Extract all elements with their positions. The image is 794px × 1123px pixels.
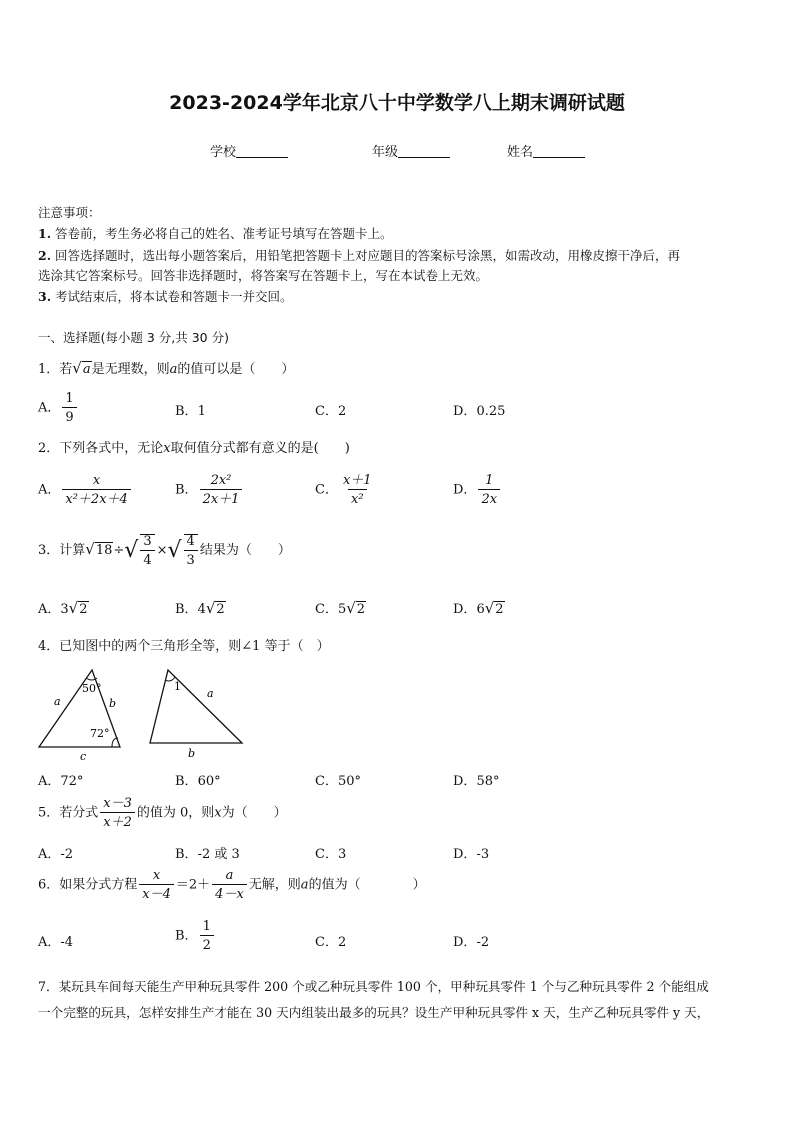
triangle-figures [32,668,252,764]
angle-1-label: 1 [174,680,181,693]
side-c-label: c [80,750,87,763]
q3-option-a[interactable]: A．3√2 [38,599,88,617]
q5-option-d[interactable]: D．-3 [453,847,490,862]
q4-option-a[interactable]: A．72° [38,774,84,789]
notice-item: 选涂其它答案标号。回答非选择题时，将答案写在答题卡上，写在本试卷上无效。 [38,268,489,283]
grade-label: 年级 [372,145,399,160]
side-b-label: b [109,697,117,710]
question-3: 3．计算√18÷√ $\frac{3}{4}$ ×√ $\frac{4}{3}$ 结果为（ ） [38,534,291,568]
angle-72-label: 72° [90,727,110,740]
q6-option-d[interactable]: D．-2 [453,935,490,950]
q6-option-a[interactable]: A．-4 [38,935,74,950]
grade-field[interactable] [372,141,450,160]
q3-option-d[interactable]: D．6√2 [453,599,504,617]
q3-option-b[interactable]: B．4√2 [175,599,225,617]
notice-item: 3. 考试结束后，将本试卷和答题卡一并交回。 [38,289,293,304]
q5-option-a[interactable]: A．-2 [38,847,74,862]
school-blank[interactable] [236,144,288,158]
q2-option-a[interactable]: A． $\frac{x}{\text{x²＋2x＋4}}$ [38,474,133,506]
question-6: 6．如果分式方程 $\frac{x}{x-4}$ ＝2＋ $\frac{a}{4-x}$ 无解，则a的值为（ ） [38,868,426,902]
question-4: 4．已知图中的两个三角形全等，则∠1 等于（ ） [38,639,330,654]
side-b2-label: b [188,747,196,760]
name-blank[interactable] [533,144,585,158]
notice-item: 1. 答卷前，考生务必将自己的姓名、准考证号填写在答题卡上。 [38,226,393,241]
angle-50-label: 50° [82,682,102,695]
q1-option-a[interactable]: A． $\frac{1}{9}$ [38,392,79,424]
side-a2-label: a [207,687,214,700]
page-title: 2023-2024学年北京八十中学数学八上期末调研试题 [169,92,625,114]
q4-option-c[interactable]: C．50° [315,774,361,789]
q2-option-d[interactable]: D． $\frac{1}{2x}$ [453,474,502,506]
notice-item: 2. 回答选择题时，选出每小题答案后，用铅笔把答题卡上对应题目的答案标号涂黑，如需改动，用橡皮擦干净后，再 [38,248,681,263]
q1-option-c[interactable]: C．2 [315,404,347,419]
school-field[interactable] [210,141,288,160]
section-heading: 一、选择题(每小题 3 分,共 30 分) [38,330,229,345]
question-7 [38,974,760,1026]
q1-option-d[interactable]: D．0.25 [453,404,506,419]
grade-blank[interactable] [398,144,450,158]
q4-option-d[interactable]: D．58° [453,774,500,789]
q2-option-c[interactable]: C． $\frac{x+1}{\text{x²}}$ [315,473,372,507]
q6-option-b[interactable]: B． $\frac{1}{2}$ [175,920,216,952]
q1-option-b[interactable]: B．1 [175,404,206,419]
side-a-label: a [54,695,61,708]
name-field[interactable] [507,141,585,160]
q6-option-c[interactable]: C．2 [315,935,347,950]
q2-option-b[interactable]: B． $\frac{\text{2x²}}{2x+1}$ [175,474,244,506]
notice-heading: 注意事项： [38,205,101,220]
question-1: 1．若√a是无理数，则a的值可以是（ ） [38,359,295,377]
q4-option-b[interactable]: B．60° [175,774,221,789]
triangle-2 [150,670,242,743]
q5-option-c[interactable]: C．3 [315,847,347,862]
school-label: 学校 [210,145,237,160]
q7-line-2: 一个完整的玩具，怎样安排生产才能在 30 天内组装出最多的玩具？设生产甲种玩具零件 x 天，生产乙种玩具零件 y 天， [38,1005,710,1020]
name-label: 姓名 [507,145,534,160]
q5-option-b[interactable]: B．-2 或 3 [175,847,240,862]
question-2: 2．下列各式中，无论x取何值分式都有意义的是( ) [38,441,350,456]
q7-line-1: 7．某玩具车间每天能生产甲种玩具零件 200 个或乙种玩具零件 100 个，甲种玩具零件 1 个与乙种玩具零件 2 个能组成 [38,979,709,994]
sqrt-symbol: √a [72,359,91,377]
q3-option-c[interactable]: C．5√2 [315,599,366,617]
question-5: 5．若分式 $\frac{x-3}{x+2}$ 的值为 0，则x为（ ） [38,796,287,830]
